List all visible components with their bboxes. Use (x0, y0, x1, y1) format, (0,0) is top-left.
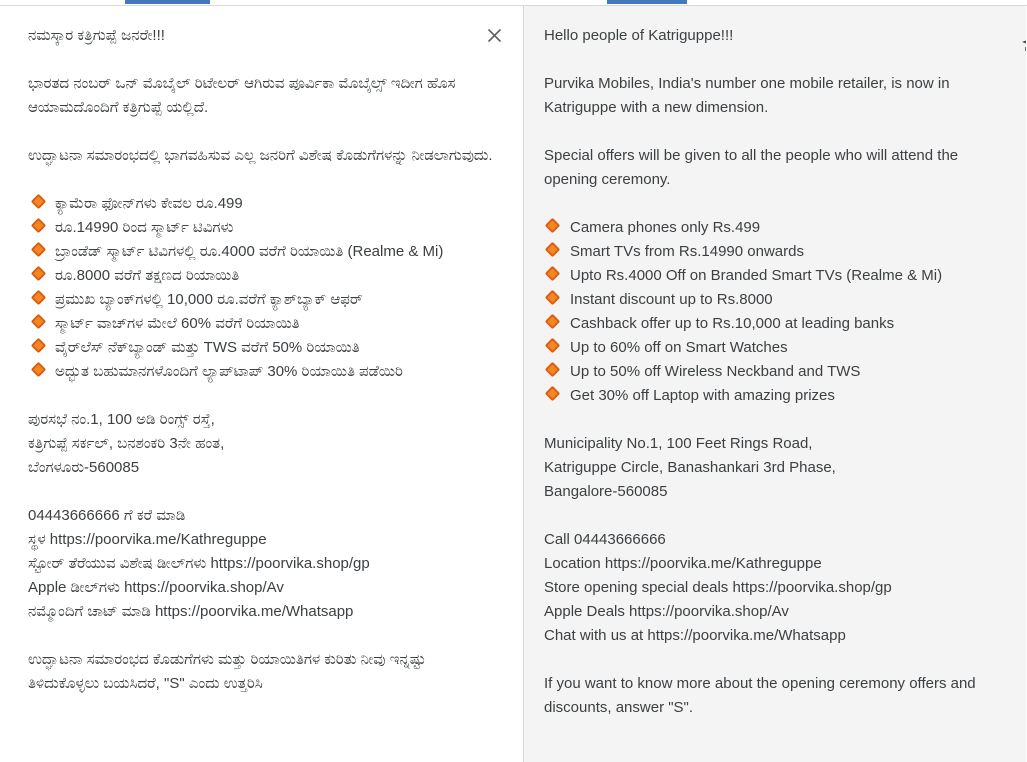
source-offer-list (28, 192, 497, 384)
address-line: ಕತ್ರಿಗುಪ್ಪೆ ಸರ್ಕಲ್, ಬನಶಂಕರಿ 3ನೇ ಹಂತ, (28, 435, 225, 452)
offer-bullet (28, 360, 497, 384)
clipped-glyph (1020, 39, 1026, 51)
translation-contact (544, 528, 996, 648)
translation-offer-list (544, 216, 996, 408)
offer-bullet (544, 312, 996, 336)
orange-diamond-icon (545, 338, 561, 354)
offer-bullet-text: Get 30% off Laptop with amazing prizes (570, 387, 835, 404)
translation-heading: Hello people of Katriguppe!!! (544, 27, 734, 44)
offer-bullet (28, 288, 497, 312)
orange-diamond-icon (31, 290, 47, 306)
orange-diamond-icon (545, 362, 561, 378)
offer-bullet-text: Camera phones only Rs.499 (570, 219, 761, 236)
orange-diamond-icon (31, 218, 47, 234)
orange-diamond-icon (31, 242, 47, 258)
offer-bullet (544, 288, 996, 312)
target-language-tab-indicator (607, 0, 687, 4)
offer-bullet (28, 312, 497, 336)
offer-bullet (544, 216, 996, 240)
address-line: Bangalore-560085 (544, 483, 668, 500)
translation-offers-intro: Special offers will be given to all the people who will attend the opening ceremony. (544, 147, 959, 188)
contact-line: ಸ್ಟೋರ್ ತೆರೆಯುವ ವಿಶೇಷ ಡೀಲ್‌ಗಳು https://poorvika.shop/gp (28, 555, 370, 572)
source-closing: ಉದ್ಘಾಟನಾ ಸಮಾರಂಭದ ಕೊಡುಗೆಗಳು ಮತ್ತು ರಿಯಾಯಿತಿಗಳ ಕುರಿತು ನೀವು ಇನ್ನಷ್ಟು ತಿಳಿದುಕೊಳ್ಳಲು ಬಯಸಿದರೆ, "S" ಎಂದು ಉತ್ತರಿಸಿ (28, 651, 426, 692)
source-text-panel[interactable] (0, 6, 524, 762)
offer-bullet-text: ಅದ್ಭುತ ಬಹುಮಾನಗಳೊಂದಿಗೆ ಲ್ಯಾಪ್‌ಟಾಪ್ 30% ರಿಯಾಯಿತಿ ಪಡೆಯಿರಿ (55, 363, 403, 380)
offer-bullet-text: Smart TVs from Rs.14990 onwards (570, 243, 804, 260)
offer-bullet (28, 336, 497, 360)
close-x-glyph (487, 28, 502, 43)
offer-bullet (544, 336, 996, 360)
offer-bullet (28, 264, 497, 288)
offer-bullet-text: ಪ್ರಮುಖ ಬ್ಯಾಂಕ್‌ಗಳಲ್ಲಿ 10,000 ರೂ.ವರೆಗೆ ಕ್ಯಾಶ್‌ಬ್ಯಾಕ್ ಆಫರ್ (55, 291, 363, 308)
offer-bullet (28, 240, 497, 264)
orange-diamond-icon (31, 194, 47, 210)
offer-bullet-text: Cashback offer up to Rs.10,000 at leading banks (570, 315, 895, 332)
contact-line: Store opening special deals https://poorvika.shop/gp (544, 579, 892, 596)
offer-bullet-text: ಬ್ರಾಂಡೆಡ್ ಸ್ಮಾರ್ಟ್ ಟಿವಿಗಳಲ್ಲಿ ರೂ.4000 ವರೆಗೆ ರಿಯಾಯಿತಿ (Realme & Mi) (55, 243, 444, 260)
address-line: Municipality No.1, 100 Feet Rings Road, (544, 435, 813, 452)
source-address (28, 408, 497, 480)
address-line: ಬೆಂಗಳೂರು-560085 (28, 459, 140, 476)
translation-panel[interactable] (524, 6, 1026, 762)
offer-bullet-text: Upto Rs.4000 Off on Branded Smart TVs (Realme & Mi) (570, 267, 943, 284)
translation-intro: Purvika Mobiles, India's number one mobile retailer, is now in Katriguppe with a new dimension. (544, 75, 950, 116)
orange-diamond-icon (545, 242, 561, 258)
source-heading: ನಮಸ್ಕಾರ ಕತ್ರಿಗುಪ್ಪೆ ಜನರೇ!!! (28, 27, 165, 44)
contact-line: ಸ್ಥಳ https://poorvika.me/Kathreguppe (28, 531, 267, 548)
contact-line: ನಮ್ಮೊಂದಿಗೆ ಚಾಟ್ ಮಾಡಿ https://poorvika.me/Whatsapp (28, 603, 354, 620)
orange-diamond-icon (545, 386, 561, 402)
offer-bullet (28, 216, 497, 240)
orange-diamond-icon (545, 266, 561, 282)
source-contact (28, 504, 497, 624)
contact-line: Chat with us at https://poorvika.me/Whatsapp (544, 627, 846, 644)
offer-bullet (544, 240, 996, 264)
source-intro: ಭಾರತದ ನಂಬರ್ ಒನ್ ಮೊಬೈಲ್ ರಿಟೇಲರ್ ಆಗಿರುವ ಪೂರ್ವಿಕಾ ಮೊಬೈಲ್ಸ್ ಇದೀಗ ಹೊಸ ಆಯಾಮದೊಂದಿಗೆ ಕತ್ರಿಗುಪ್ಪೆ ಯಲ್ಲಿದೆ. (28, 75, 456, 116)
offer-bullet-text: Up to 60% off on Smart Watches (570, 339, 788, 356)
address-line: Katriguppe Circle, Banashankari 3rd Phase, (544, 459, 836, 476)
source-language-tab-indicator (125, 0, 210, 4)
orange-diamond-icon (31, 266, 47, 282)
offer-bullet-text: Up to 50% off Wireless Neckband and TWS (570, 363, 861, 380)
orange-diamond-icon (545, 218, 561, 234)
address-line: ಪುರಸಭೆ ನಂ.1, 100 ಅಡಿ ರಿಂಗ್ಸ್ ರಸ್ತೆ, (28, 411, 215, 428)
offer-bullet (544, 360, 996, 384)
close-icon[interactable] (485, 26, 503, 44)
contact-line: 04443666666 ಗೆ ಕರೆ ಮಾಡಿ (28, 507, 186, 524)
offer-bullet (544, 264, 996, 288)
orange-diamond-icon (31, 338, 47, 354)
orange-diamond-icon (31, 314, 47, 330)
translate-panels (0, 6, 1027, 762)
contact-line: Location https://poorvika.me/Kathreguppe (544, 555, 822, 572)
offer-bullet-text: ಕ್ಯಾಮೆರಾ ಫೋನ್‌ಗಳು ಕೇವಲ ರೂ.499 (55, 195, 243, 212)
offer-bullet (28, 192, 497, 216)
orange-diamond-icon (31, 362, 47, 378)
contact-line: Apple Deals https://poorvika.shop/Av (544, 603, 789, 620)
offer-bullet-text: ರೂ.8000 ವರೆಗೆ ತಕ್ಷಣದ ರಿಯಾಯಿತಿ (55, 267, 240, 284)
translation-address (544, 432, 996, 504)
source-offers-intro: ಉದ್ಘಾಟನಾ ಸಮಾರಂಭದಲ್ಲಿ ಭಾಗವಹಿಸುವ ಎಲ್ಲ ಜನರಿಗೆ ವಿಶೇಷ ಕೊಡುಗೆಗಳನ್ನು ನೀಡಲಾಗುವುದು. (28, 147, 493, 164)
offer-bullet-text: ರೂ.14990 ರಿಂದ ಸ್ಮಾರ್ಟ್ ಟಿವಿಗಳು (55, 219, 234, 236)
offer-bullet (544, 384, 996, 408)
offer-bullet-text: Instant discount up to Rs.8000 (570, 291, 773, 308)
orange-diamond-icon (545, 314, 561, 330)
contact-line: Apple ಡೀಲ್‌ಗಳು https://poorvika.shop/Av (28, 579, 284, 596)
clipped-edge-icon[interactable] (1020, 37, 1026, 51)
orange-diamond-icon (545, 290, 561, 306)
offer-bullet-text: ಸ್ಮಾರ್ಟ್ ವಾಚ್‌ಗಳ ಮೇಲೆ 60% ವರೆಗೆ ರಿಯಾಯಿತಿ (55, 315, 300, 332)
offer-bullet-text: ವೈರ್‌ಲೆಸ್ ನೆಕ್‌ಬ್ಯಾಂಡ್ ಮತ್ತು TWS ವರೆಗೆ 50% ರಿಯಾಯಿತಿ (55, 339, 360, 356)
translation-closing: If you want to know more about the opening ceremony offers and discounts, answer "S". (544, 675, 976, 716)
contact-line: Call 04443666666 (544, 531, 666, 548)
